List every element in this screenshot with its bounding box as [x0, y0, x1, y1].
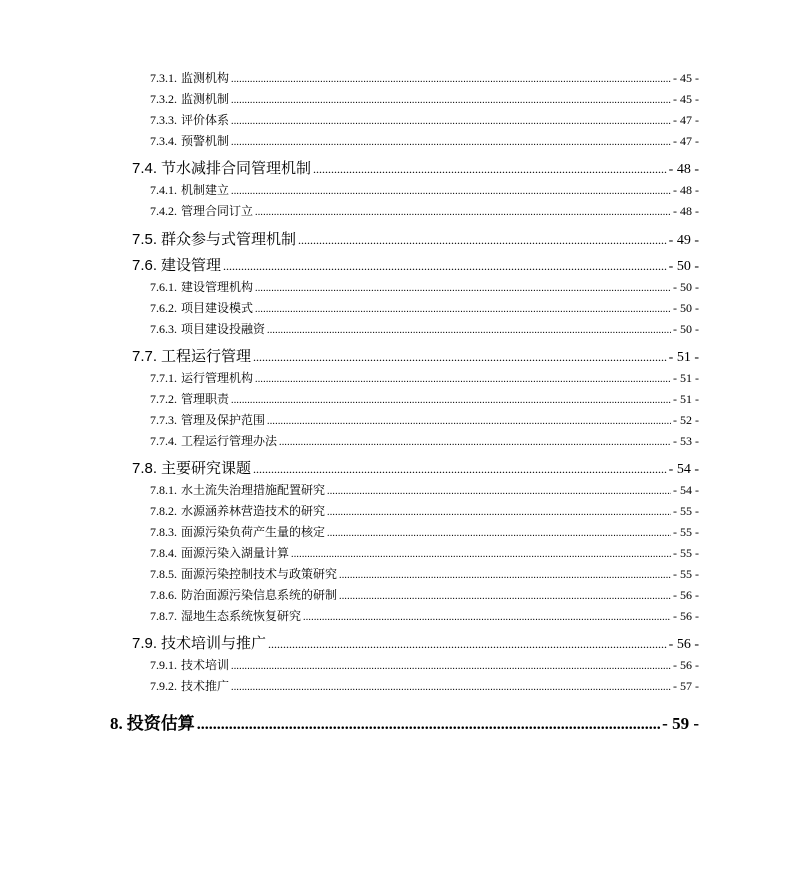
toc-entry-number: 7.7.3.: [150, 413, 177, 427]
toc-entry-title: 主要研究课题: [161, 461, 252, 477]
toc-entry-number: 7.5.: [132, 231, 158, 248]
toc-entry-number: 7.3.3.: [150, 113, 177, 127]
toc-dot-leader: [313, 162, 667, 177]
toc-subsection-entry[interactable]: [150, 523, 699, 540]
toc-entry-title: 管理合同订立: [181, 204, 254, 218]
toc-dot-leader: [231, 661, 671, 672]
toc-dot-leader: [231, 95, 671, 106]
toc-dot-leader: [255, 207, 671, 218]
toc-entry-label: [150, 278, 253, 295]
toc-entry-label: [150, 607, 301, 624]
toc-entry-number: 7.7.: [132, 348, 158, 365]
toc-subsection-entry[interactable]: [150, 299, 699, 316]
toc-page-number: - 59 -: [662, 714, 699, 733]
toc-section-entry[interactable]: [132, 254, 699, 275]
toc-page-number: - 47 -: [673, 134, 699, 148]
toc-entry-title: 面源污染入湖量计算: [181, 546, 290, 560]
toc-entry-number: 7.9.1.: [150, 658, 177, 672]
toc-page-number: - 55 -: [673, 504, 699, 518]
toc-entry-title: 水土流失治理措施配置研究: [181, 483, 326, 497]
toc-entry-label: [150, 523, 325, 540]
toc-subsection-entry[interactable]: [150, 656, 699, 673]
toc-page-number: - 50 -: [673, 322, 699, 336]
toc-page-number: - 56 -: [673, 588, 699, 602]
toc-section-entry[interactable]: [132, 228, 699, 249]
toc-entry-number: 7.8.: [132, 460, 158, 477]
toc-page-number: - 51 -: [673, 392, 699, 406]
toc-subsection-entry[interactable]: [150, 411, 699, 428]
toc-subsection-entry[interactable]: [150, 481, 699, 498]
toc-entry-label: [150, 411, 265, 428]
toc-dot-leader: [255, 374, 671, 385]
toc-section-entry[interactable]: [132, 457, 699, 478]
toc-dot-leader: [303, 612, 671, 623]
toc-page-number: - 52 -: [673, 413, 699, 427]
toc-section-entry[interactable]: [132, 345, 699, 366]
toc-entry-title: 监测机制: [181, 92, 230, 106]
toc-subsection-entry[interactable]: [150, 607, 699, 624]
toc-subsection-entry[interactable]: [150, 202, 699, 219]
toc-entry-number: 7.6.: [132, 257, 158, 274]
toc-page-number: - 55 -: [673, 546, 699, 560]
toc-entry-title: 投资估算: [126, 714, 195, 733]
toc-entry-title: 管理及保护范围: [181, 413, 266, 427]
toc-page-number: - 53 -: [673, 434, 699, 448]
toc-entry-number: 7.7.1.: [150, 371, 177, 385]
toc-dot-leader: [231, 186, 671, 197]
toc-dot-leader: [231, 682, 671, 693]
toc-page-number: - 56 -: [673, 609, 699, 623]
toc-dot-leader: [327, 486, 671, 497]
toc-page-number: - 50 -: [673, 301, 699, 315]
toc-entry-title: 项目建设投融资: [181, 322, 266, 336]
toc-entry-label: [150, 90, 229, 107]
toc-entry-number: 7.8.4.: [150, 546, 177, 560]
toc-entry-label: [132, 632, 266, 653]
toc-entry-label: [150, 320, 265, 337]
toc-entry-title: 机制建立: [181, 183, 230, 197]
toc-dot-leader: [231, 74, 671, 85]
toc-dot-leader: [298, 233, 667, 248]
toc-section-entry[interactable]: [132, 632, 699, 653]
toc-dot-leader: [279, 437, 671, 448]
toc-entry-label: [150, 432, 277, 449]
toc-subsection-entry[interactable]: [150, 432, 699, 449]
toc-entry-title: 防治面源污染信息系统的研制: [181, 588, 338, 602]
toc-subsection-entry[interactable]: [150, 181, 699, 198]
toc-entry-title: 群众参与式管理机制: [161, 232, 297, 248]
toc-page-number: - 54 -: [668, 462, 699, 477]
toc-subsection-entry[interactable]: [150, 69, 699, 86]
toc-entry-title: 管理职责: [181, 392, 230, 406]
toc-dot-leader: [255, 283, 671, 294]
toc-entry-number: 7.3.1.: [150, 71, 177, 85]
toc-entry-title: 监测机构: [181, 71, 230, 85]
toc-subsection-entry[interactable]: [150, 544, 699, 561]
toc-dot-leader: [291, 549, 671, 560]
toc-entry-title: 水源涵养林营造技术的研究: [181, 504, 326, 518]
toc-page-number: - 48 -: [673, 204, 699, 218]
toc-entry-number: 7.6.3.: [150, 322, 177, 336]
toc-page-number: - 50 -: [673, 280, 699, 294]
toc-entry-label: [150, 481, 325, 498]
toc-dot-leader: [253, 350, 667, 365]
toc-entry-title: 节水减排合同管理机制: [161, 161, 312, 177]
toc-chapter-entry[interactable]: [110, 709, 699, 734]
toc-section-entry[interactable]: [132, 157, 699, 178]
toc-dot-leader: [231, 395, 671, 406]
toc-entry-number: 7.8.5.: [150, 567, 177, 581]
toc-page-number: - 56 -: [668, 637, 699, 652]
toc-dot-leader: [327, 507, 671, 518]
toc-subsection-entry[interactable]: [150, 111, 699, 128]
toc-entry-title: 面源污染负荷产生量的核定: [181, 525, 326, 539]
toc-page-number: - 55 -: [673, 567, 699, 581]
toc-entry-label: [110, 709, 195, 734]
toc-dot-leader: [268, 637, 667, 652]
toc-page-number: - 50 -: [668, 259, 699, 274]
toc-entry-number: 7.7.4.: [150, 434, 177, 448]
toc-page-number: - 49 -: [668, 233, 699, 248]
toc-entry-title: 预警机制: [181, 134, 230, 148]
toc-entry-number: 7.4.: [132, 160, 158, 177]
toc-entry-label: [150, 132, 229, 149]
toc-entry-number: 7.8.2.: [150, 504, 177, 518]
toc-entry-label: [150, 677, 229, 694]
toc-entry-title: 建设管理机构: [181, 280, 254, 294]
toc-entry-number: 7.3.4.: [150, 134, 177, 148]
toc-entry-number: 7.8.6.: [150, 588, 177, 602]
toc-dot-leader: [339, 570, 671, 581]
toc-entry-label: [132, 157, 311, 178]
toc-subsection-entry[interactable]: [150, 132, 699, 149]
toc-entry-label: [132, 457, 251, 478]
toc-dot-leader: [197, 716, 660, 734]
toc-subsection-entry[interactable]: [150, 677, 699, 694]
toc-entry-title: 项目建设模式: [181, 301, 254, 315]
toc-entry-number: 7.4.1.: [150, 183, 177, 197]
toc-page-number: - 45 -: [673, 92, 699, 106]
toc-subsection-entry[interactable]: [150, 565, 699, 582]
toc-entry-title: 建设管理: [161, 258, 222, 274]
toc-entry-title: 面源污染控制技术与政策研究: [181, 567, 338, 581]
toc-entry-label: [150, 299, 253, 316]
toc-entry-label: [132, 228, 296, 249]
toc-entry-number: 7.9.: [132, 635, 158, 652]
toc-entry-title: 技术推广: [181, 679, 230, 693]
toc-entry-label: [150, 390, 229, 407]
toc-page-number: - 47 -: [673, 113, 699, 127]
toc-entry-label: [132, 254, 221, 275]
toc-page-number: - 48 -: [673, 183, 699, 197]
toc-subsection-entry[interactable]: [150, 390, 699, 407]
toc-subsection-entry[interactable]: [150, 90, 699, 107]
toc-subsection-entry[interactable]: [150, 586, 699, 603]
toc-entry-number: 7.6.2.: [150, 301, 177, 315]
toc-entry-label: [150, 69, 229, 86]
toc-entry-number: 8.: [110, 714, 123, 733]
toc-subsection-entry[interactable]: [150, 320, 699, 337]
toc-page-number: - 57 -: [673, 679, 699, 693]
toc-entry-number: 7.8.3.: [150, 525, 177, 539]
toc-dot-leader: [267, 325, 671, 336]
toc-entry-label: [150, 502, 325, 519]
toc-dot-leader: [327, 528, 671, 539]
toc-page-number: - 54 -: [673, 483, 699, 497]
toc-subsection-entry[interactable]: [150, 369, 699, 386]
toc-page-number: - 48 -: [668, 162, 699, 177]
toc-dot-leader: [231, 116, 671, 127]
toc-entry-title: 技术培训: [181, 658, 230, 672]
toc-entry-number: 7.6.1.: [150, 280, 177, 294]
toc-entry-number: 7.8.1.: [150, 483, 177, 497]
toc-dot-leader: [223, 259, 667, 274]
toc-entry-label: [150, 586, 337, 603]
toc-entry-label: [150, 202, 253, 219]
toc-entry-label: [132, 345, 251, 366]
toc-entry-title: 湿地生态系统恢复研究: [181, 609, 302, 623]
toc-entry-title: 评价体系: [181, 113, 230, 127]
toc-subsection-entry[interactable]: [150, 278, 699, 295]
toc-entry-label: [150, 656, 229, 673]
toc-dot-leader: [339, 591, 671, 602]
toc-entry-label: [150, 181, 229, 198]
toc-entry-number: 7.8.7.: [150, 609, 177, 623]
toc-subsection-entry[interactable]: [150, 502, 699, 519]
toc-entry-title: 工程运行管理: [161, 349, 252, 365]
toc-entry-number: 7.4.2.: [150, 204, 177, 218]
toc-entry-label: [150, 565, 337, 582]
toc-page-number: - 51 -: [668, 350, 699, 365]
toc-entry-label: [150, 369, 253, 386]
toc-entry-title: 工程运行管理办法: [181, 434, 278, 448]
toc-page-number: - 55 -: [673, 525, 699, 539]
toc-entry-title: 运行管理机构: [181, 371, 254, 385]
toc-entry-title: 技术培训与推广: [161, 636, 267, 652]
toc-dot-leader: [253, 462, 667, 477]
toc-entry-number: 7.7.2.: [150, 392, 177, 406]
toc-entry-label: [150, 111, 229, 128]
toc-dot-leader: [231, 137, 671, 148]
toc-page-number: - 56 -: [673, 658, 699, 672]
toc-dot-leader: [255, 304, 671, 315]
toc-page-number: - 45 -: [673, 71, 699, 85]
toc-entry-number: 7.9.2.: [150, 679, 177, 693]
toc-dot-leader: [267, 416, 671, 427]
toc-entry-number: 7.3.2.: [150, 92, 177, 106]
toc-entry-label: [150, 544, 289, 561]
toc-page-number: - 51 -: [673, 371, 699, 385]
